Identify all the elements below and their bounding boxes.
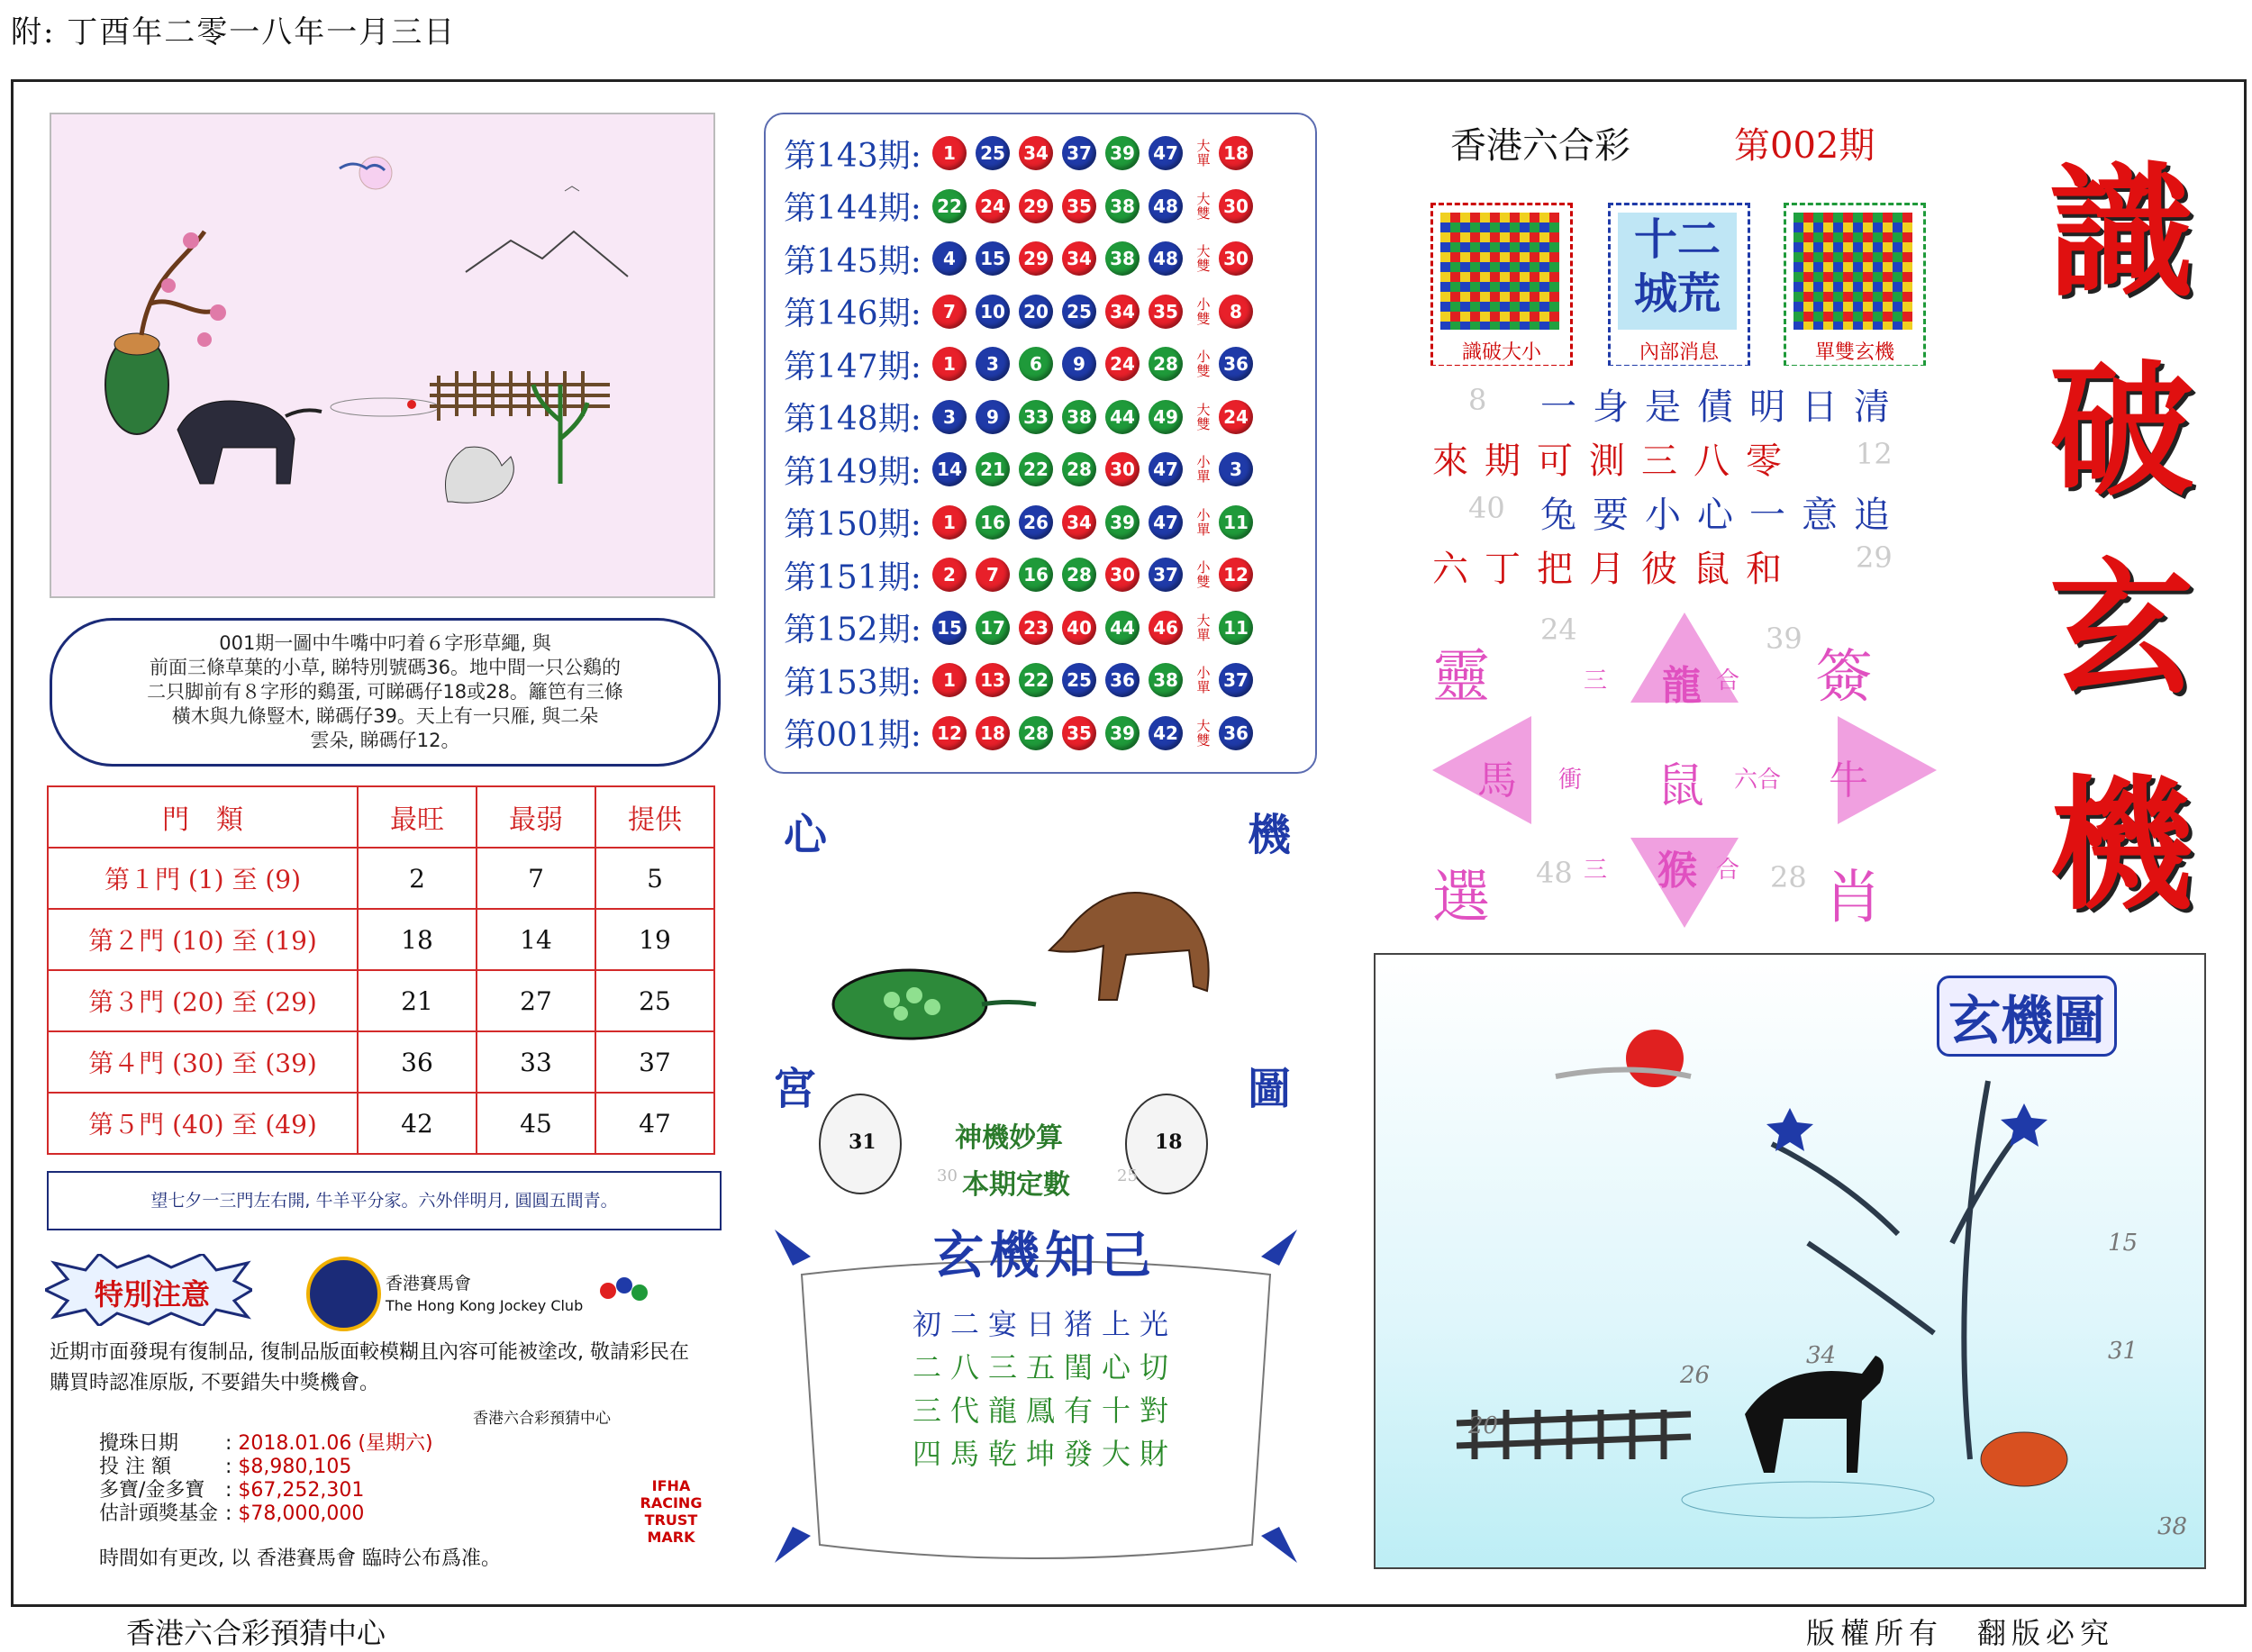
tile-caption: 單雙玄機: [1786, 337, 1923, 365]
lotto-ball: 39: [1105, 716, 1140, 750]
gate-offer: 37: [595, 1031, 714, 1093]
table-row: [48, 848, 714, 909]
header-date: 附: 丁酉年二零一八年一月三日: [11, 14, 457, 50]
faint-number: 40: [1468, 491, 1505, 525]
result-tag: 大雙: [1196, 717, 1211, 749]
gate-hot: 36: [358, 1031, 477, 1093]
jockey-club-cn: 香港賽馬會: [386, 1274, 472, 1293]
lotto-ball: 3: [976, 347, 1010, 381]
result-issue-label: 第146期:: [784, 295, 922, 332]
table-header-row: [48, 786, 714, 848]
gate-cold: 27: [477, 970, 595, 1031]
poem-line: 來期可測三八零: [1432, 440, 1798, 482]
compass-bottom: 猴: [1657, 848, 1697, 894]
pool-label: 多寶/金多寶: [99, 1479, 205, 1502]
gate-offer: 25: [595, 970, 714, 1031]
lotto-ball: 17: [976, 611, 1010, 645]
result-tag: 大雙: [1196, 190, 1211, 222]
caption-line: 001期一圖中牛嘴中叼着６字形草繩, 與: [219, 632, 551, 654]
gate-range: 第３門 (20) 至 (29): [48, 970, 358, 1031]
compass-number: 24: [1540, 613, 1577, 647]
compass-corner: 靈: [1432, 644, 1490, 711]
scene-number: 38: [2157, 1513, 2188, 1540]
caption-line: 橫木與九條豎木, 睇碼仔39。天上有一只雁, 與二朵: [171, 705, 599, 727]
lotto-ball: 15: [932, 611, 967, 645]
special-ball: 30: [1219, 189, 1253, 223]
lotto-ball: 42: [1149, 716, 1183, 750]
corner-char: 心: [784, 810, 828, 860]
result-tag: 大雙: [1196, 401, 1211, 432]
gate-table: [47, 785, 715, 1155]
bet-label: 投 注 額: [99, 1456, 171, 1478]
lotto-ball: 22: [1019, 663, 1053, 697]
lotto-ball: 25: [976, 136, 1010, 170]
compass-small: 三: [1584, 857, 1608, 884]
lotto-ball: 7: [976, 558, 1010, 592]
lotto-ball: 38: [1105, 241, 1140, 276]
tile-caption: 內部消息: [1611, 337, 1748, 365]
scene-number: 20: [1468, 1412, 1499, 1439]
lotto-ball: 35: [1062, 189, 1096, 223]
compass-top: 龍: [1662, 663, 1702, 709]
lotto-ball: 10: [976, 295, 1010, 329]
draw-note: 時間如有更改, 以 香港賽馬會 臨時公布爲准。: [99, 1548, 501, 1570]
lotto-ball: 40: [1062, 611, 1096, 645]
notice-badge: 特別注意: [95, 1277, 211, 1312]
result-issue-label: 第152期:: [784, 612, 922, 649]
lotto-ball: 39: [1105, 505, 1140, 540]
special-ball: 3: [1219, 452, 1253, 486]
result-tag: 大單: [1196, 612, 1211, 643]
result-issue-label: 第001期:: [784, 717, 922, 754]
gate-cold: 33: [477, 1031, 595, 1093]
lotto-ball: 18: [976, 716, 1010, 750]
lotto-ball: 47: [1149, 452, 1183, 486]
scene-number: 26: [1680, 1362, 1711, 1389]
faint-number: 8: [1468, 383, 1487, 417]
big-title-char: 玄: [2048, 544, 2193, 713]
banner-line: 四馬乾坤發大財: [912, 1437, 1177, 1471]
draw-info: 攪珠日期 : 2018.01.06 (星期六) 投 注 額 : $8,980,105 多寶/金多寶 : $67,252,301 估計頭獎基金 : $78,000,000: [99, 1432, 433, 1525]
tile-caption: 識破大小: [1433, 337, 1570, 365]
tile-big-small: [1430, 203, 1573, 366]
gate-cold: 7: [477, 848, 595, 909]
result-row: [784, 605, 1262, 650]
result-row: [784, 447, 1262, 492]
special-ball: 37: [1219, 663, 1253, 697]
result-issue-label: 第147期:: [784, 348, 922, 386]
special-ball: 11: [1219, 505, 1253, 540]
special-ball: 24: [1219, 400, 1253, 434]
caption-line: 雲朵, 睇碼仔12。: [310, 730, 460, 751]
lotto-ball: 9: [976, 400, 1010, 434]
compass-corner: 選: [1432, 865, 1490, 931]
compass-left: 馬: [1477, 758, 1517, 803]
lotto-ball: 30: [1105, 558, 1140, 592]
table-header: 最旺: [358, 786, 477, 848]
lotto-ball: 22: [932, 189, 967, 223]
table-header: 最弱: [477, 786, 595, 848]
table-header: 門 類: [48, 786, 358, 848]
faint-number: 30: [937, 1166, 958, 1185]
table-header: 提供: [595, 786, 714, 848]
gate-range: 第２門 (10) 至 (19): [48, 909, 358, 970]
lotto-ball: 16: [976, 505, 1010, 540]
bet-amount: $8,980,105: [238, 1456, 352, 1478]
big-title-char: 破: [2048, 346, 2193, 515]
lotto-ball: 24: [976, 189, 1010, 223]
ox-rooster-illustration: [51, 114, 713, 596]
result-issue-label: 第151期:: [784, 558, 922, 596]
lotto-ball: 1: [932, 505, 967, 540]
lotto-ball: 35: [1062, 716, 1096, 750]
gate-cold: 14: [477, 909, 595, 970]
banner-title: 玄機知己: [933, 1226, 1157, 1285]
gate-offer: 19: [595, 909, 714, 970]
gate-hot: 21: [358, 970, 477, 1031]
special-ball: 11: [1219, 611, 1253, 645]
lotto-ball: 14: [932, 452, 967, 486]
faint-number: 29: [1856, 540, 1893, 575]
compass-number: 39: [1766, 622, 1803, 656]
lotto-ball: 33: [1019, 400, 1053, 434]
scene-number: 15: [2108, 1230, 2138, 1257]
special-ball: 36: [1219, 347, 1253, 381]
poem-line: 一身是債明日清: [1540, 386, 1906, 428]
mark-six-logo: [590, 1266, 653, 1311]
result-issue-label: 第148期:: [784, 401, 922, 438]
color-mosaic: [1793, 213, 1912, 330]
tile-center-text: 十二城荒: [1618, 213, 1737, 330]
result-issue-label: 第143期:: [784, 137, 922, 175]
gate-range: 第１門 (1) 至 (9): [48, 848, 358, 909]
lotto-ball: 28: [1019, 716, 1053, 750]
table-row: [48, 970, 714, 1031]
result-row: [784, 658, 1262, 703]
lotto-ball: 48: [1149, 189, 1183, 223]
lotto-ball: 29: [1019, 241, 1053, 276]
compass-center: 鼠: [1657, 759, 1705, 813]
riddle-caption: [50, 618, 721, 767]
jockey-club-en: The Hong Kong Jockey Club: [386, 1297, 584, 1314]
result-row: [784, 341, 1262, 386]
compass-number: 48: [1536, 856, 1573, 890]
lotto-ball: 46: [1149, 611, 1183, 645]
result-issue-label: 第150期:: [784, 506, 922, 543]
lotto-ball: 22: [1019, 452, 1053, 486]
corner-char: 宮: [773, 1064, 817, 1114]
lotto-ball: 37: [1062, 136, 1096, 170]
lotto-ball: 47: [1149, 136, 1183, 170]
scene-title: 玄機圖: [1937, 976, 2117, 1057]
egg-number-left: 31: [849, 1130, 876, 1154]
lotto-ball: 24: [1105, 347, 1140, 381]
prize-label: 估計頭獎基金: [99, 1502, 219, 1525]
pool-amount: $67,252,301: [238, 1479, 365, 1502]
gate-cold: 45: [477, 1093, 595, 1154]
lotto-ball: 28: [1062, 558, 1096, 592]
compass-right: 牛: [1829, 758, 1868, 803]
lotto-ball: 26: [1019, 505, 1053, 540]
lotto-ball: 30: [1105, 452, 1140, 486]
caption-line: 前面三條草葉的小草, 睇特別號碼36。地中間一只公鷄的: [149, 657, 622, 678]
result-row: [784, 552, 1262, 597]
faint-number: 12: [1856, 437, 1893, 471]
special-ball: 8: [1219, 295, 1253, 329]
corner-char: 機: [1248, 810, 1292, 860]
special-ball: 12: [1219, 558, 1253, 592]
gate-hot: 18: [358, 909, 477, 970]
caption-line: 二只脚前有８字形的鷄蛋, 可睇碼仔18或28。籬笆有三條: [147, 681, 623, 703]
lotto-ball: 28: [1149, 347, 1183, 381]
compass-small: 衝: [1558, 767, 1583, 794]
special-ball: 36: [1219, 716, 1253, 750]
banner-line: 二八三五閨心切: [912, 1350, 1177, 1384]
lotto-ball: 29: [1019, 189, 1053, 223]
gate-range: 第５門 (40) 至 (49): [48, 1093, 358, 1154]
lotto-ball: 34: [1105, 295, 1140, 329]
notice-sign: 香港六合彩預猜中心: [473, 1410, 611, 1428]
result-row: [784, 711, 1262, 756]
result-tag: 小雙: [1196, 295, 1211, 327]
lotto-ball: 3: [932, 400, 967, 434]
result-row: [784, 395, 1262, 440]
gate-offer: 47: [595, 1093, 714, 1154]
big-title-char: 機: [2048, 760, 2193, 930]
gate-offer: 5: [595, 848, 714, 909]
scene-number: 31: [2108, 1338, 2138, 1365]
table-row: [48, 909, 714, 970]
result-row: [784, 289, 1262, 334]
gate-range: 第４門 (30) 至 (39): [48, 1031, 358, 1093]
compass-small: 合: [1716, 667, 1740, 694]
lotto-ball: 44: [1105, 400, 1140, 434]
lotto-ball: 1: [932, 347, 967, 381]
result-row: [784, 500, 1262, 545]
result-tag: 小單: [1196, 506, 1211, 538]
lotto-ball: 49: [1149, 400, 1183, 434]
notice-text: 近期市面發現有復制品, 復制品版面較模糊且內容可能被塗改, 敬請彩民在購買時認准原版, 不要錯失中獎機會。: [50, 1341, 689, 1394]
riddle-ribbon: 望七夕一三門左右開, 牛羊平分家。六外伴明月, 圓圓五間青。: [47, 1171, 722, 1230]
compass-number: 28: [1770, 860, 1807, 894]
lotto-ball: 7: [932, 295, 967, 329]
tile-inside-news: [1608, 203, 1750, 366]
lotto-ball: 12: [932, 716, 967, 750]
lotto-ball: 35: [1149, 295, 1183, 329]
special-ball: 18: [1219, 136, 1253, 170]
banner-poem: [865, 1302, 1225, 1482]
footer-publisher: 香港六合彩預猜中心: [126, 1616, 386, 1650]
corner-char: 圖: [1248, 1064, 1292, 1114]
compass-corner: 簽: [1815, 644, 1873, 711]
lotto-ball: 1: [932, 136, 967, 170]
lotto-ball: 44: [1105, 611, 1140, 645]
lotto-title: 香港六合彩: [1450, 125, 1630, 167]
result-tag: 小單: [1196, 454, 1211, 485]
lotto-ball: 34: [1062, 505, 1096, 540]
compass-small: 六合: [1734, 767, 1782, 794]
poem-line: 兔要小心一意追: [1540, 495, 1906, 536]
lotto-ball: 16: [1019, 558, 1053, 592]
banner-line: 三代龍鳳有十對: [912, 1393, 1177, 1428]
tile-odd-even: [1784, 203, 1926, 366]
lotto-ball: 9: [1062, 347, 1096, 381]
result-issue-label: 第145期:: [784, 242, 922, 280]
faint-number: 25: [1117, 1166, 1138, 1185]
color-mosaic: [1440, 213, 1559, 330]
lotto-ball: 37: [1149, 558, 1183, 592]
result-issue-label: 第149期:: [784, 453, 922, 491]
scene-number: 34: [1806, 1342, 1837, 1369]
lotto-ball: 38: [1105, 189, 1140, 223]
compass-small: 三: [1584, 667, 1608, 694]
lotto-ball: 20: [1019, 295, 1053, 329]
riddle-scene: [50, 113, 715, 598]
result-issue-label: 第153期:: [784, 664, 922, 702]
result-tag: 小雙: [1196, 349, 1211, 379]
lotto-ball: 28: [1062, 452, 1096, 486]
lotto-ball: 34: [1019, 136, 1053, 170]
jockey-club-logo: [306, 1257, 381, 1331]
benqi-text: 本期定數: [962, 1169, 1070, 1201]
table-row: [48, 1031, 714, 1093]
result-tag: 小單: [1196, 665, 1211, 695]
compass-small: 合: [1716, 857, 1740, 884]
ifha-logo: IFHA RACING TRUST MARK: [640, 1477, 703, 1546]
poem-line: 六丁把月彼鼠和: [1432, 549, 1798, 590]
lotto-ball: 36: [1105, 663, 1140, 697]
result-tag: 大雙: [1196, 243, 1211, 274]
table-row: [48, 1093, 714, 1154]
lotto-ball: 15: [976, 241, 1010, 276]
draw-date: 2018.01.06 (星期六): [238, 1432, 433, 1455]
lotto-ball: 4: [932, 241, 967, 276]
lotto-ball: 6: [1019, 347, 1053, 381]
gate-hot: 42: [358, 1093, 477, 1154]
result-issue-label: 第144期:: [784, 190, 922, 227]
lotto-ball: 2: [932, 558, 967, 592]
banner-line: 初二宴日猪上光: [912, 1307, 1177, 1341]
lotto-ball: 13: [976, 663, 1010, 697]
lotto-ball: 38: [1062, 400, 1096, 434]
gate-hot: 2: [358, 848, 477, 909]
special-ball: 30: [1219, 241, 1253, 276]
compass-corner: 肖: [1824, 865, 1882, 931]
result-row: [784, 131, 1262, 176]
result-row: [784, 236, 1262, 281]
egg-number-right: 18: [1155, 1130, 1183, 1154]
lotto-ball: 1: [932, 663, 967, 697]
lotto-ball: 38: [1149, 663, 1183, 697]
result-tag: 小雙: [1196, 559, 1211, 590]
tortoise-aardvark-illustration: [811, 838, 1279, 1063]
shenji-text: 神機妙算: [955, 1122, 1063, 1154]
draw-date-label: 攪珠日期: [99, 1432, 179, 1455]
lotto-ball: 48: [1149, 241, 1183, 276]
lotto-ball: 21: [976, 452, 1010, 486]
lotto-ball: 23: [1019, 611, 1053, 645]
big-title-char: 識: [2048, 148, 2193, 317]
prize-amount: $78,000,000: [238, 1502, 365, 1525]
footer-copyright: 版權所有 翻版必究: [1806, 1616, 2115, 1650]
lotto-ball: 47: [1149, 505, 1183, 540]
result-row: [784, 184, 1262, 229]
lotto-issue: 第002期: [1734, 125, 1875, 167]
lotto-ball: 39: [1105, 136, 1140, 170]
lotto-ball: 25: [1062, 295, 1096, 329]
result-tag: 大單: [1196, 138, 1211, 168]
lotto-ball: 34: [1062, 241, 1096, 276]
lotto-ball: 25: [1062, 663, 1096, 697]
